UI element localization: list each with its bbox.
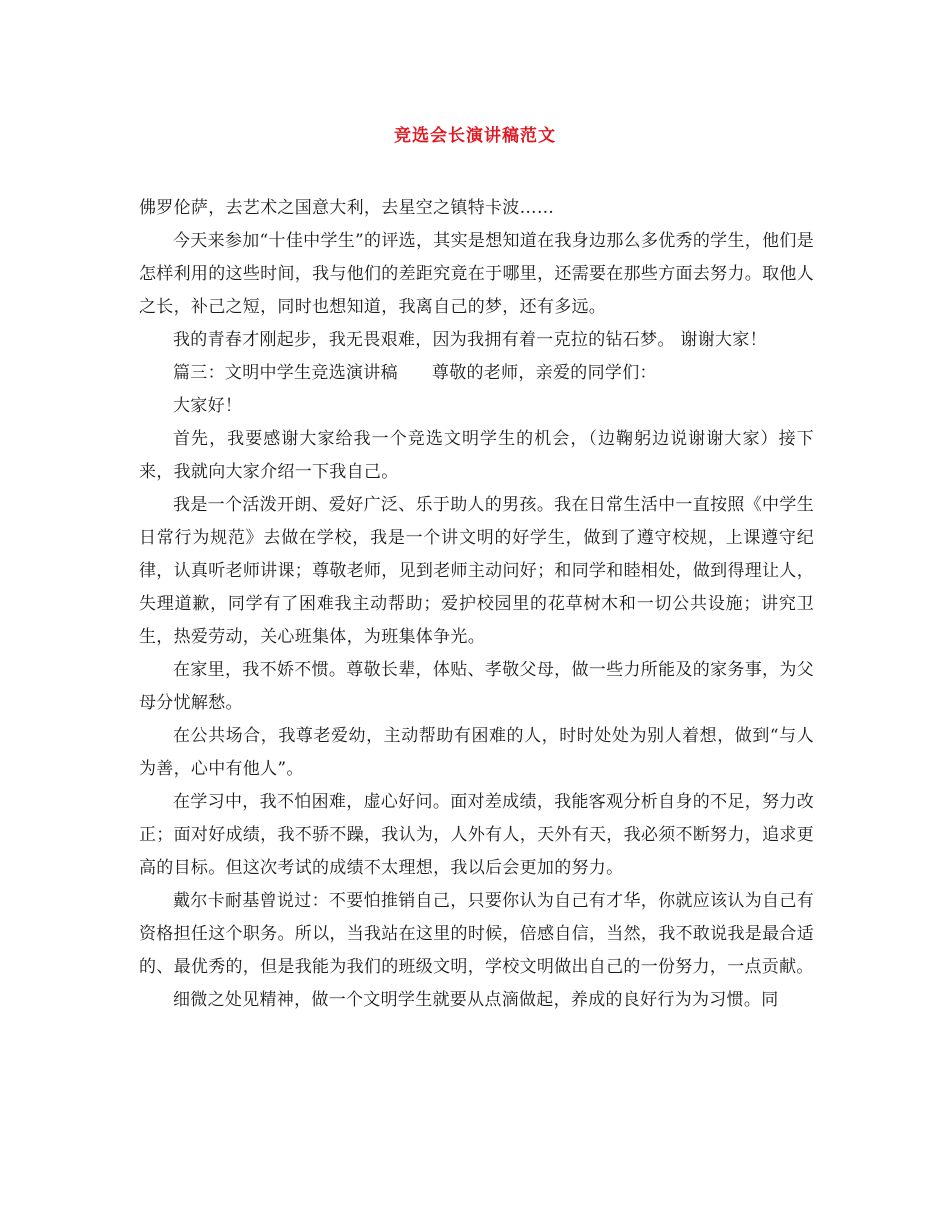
paragraph: 今天来参加“十佳中学生”的评选，其实是想知道在我身边那么多优秀的学生，他们是怎样利用的这些时间，我与他们的差距究竟在于哪里，还需要在那些方面去努力。取他人之长，补己之短，同时也想知道，我离自己的梦，还有多远。 xyxy=(139,231,814,317)
paragraph-section-heading xyxy=(139,357,814,390)
paragraph: 戴尔卡耐基曾说过：不要怕推销自己，只要你认为自己有才华，你就应该认为自己有资格担任这个职务。所以，当我站在这里的时候，倍感自信，当然，我不敢说我是最合适的、最优秀的，但是我能为我们的班级文明，学校文明做出自己的一份努力，一点贡献。 xyxy=(139,891,814,977)
document-title: 竞选会长演讲稿范文 xyxy=(394,126,556,146)
paragraph: 细微之处见精神，做一个文明学生就要从点滴做起，养成的良好行为为习惯。同 xyxy=(173,990,779,1010)
paragraph: 首先，我要感谢大家给我一个竞选文明学生的机会，（边鞠躬边说谢谢大家）接下来，我就向大家介绍一下我自己。 xyxy=(139,429,814,482)
paragraph: 我是一个活泼开朗、爱好广泛、乐于助人的男孩。我在日常生活中一直按照《中学生日常行为规范》去做在学校，我是一个讲文明的好学生，做到了遵守校规，上课遵守纪律，认真听老师讲课；尊敬老师，见到老师主动问好；和同学和睦相处，做到得理让人，失理道歉，同学有了困难我主动帮助；爱护校园里的花草树木和一切公共设施；讲究卫生，热爱劳动，关心班集体，为班集体争光。 xyxy=(139,495,814,647)
paragraph: 大家好！ xyxy=(173,396,243,416)
salutation: 尊敬的老师，亲爱的同学们： xyxy=(431,363,657,383)
paragraph: 佛罗伦萨，去艺术之国意大利，去星空之镇特卡波…… xyxy=(139,198,555,218)
document-body xyxy=(139,192,814,1017)
paragraph: 在家里，我不娇不惯。尊敬长辈，体贴、孝敬父母，做一些力所能及的家务事，为父母分忧解愁。 xyxy=(139,660,814,713)
paragraph: 我的青春才刚起步，我无畏艰难，因为我拥有着一克拉的钻石梦。 谢谢大家！ xyxy=(173,330,767,350)
paragraph: 在学习中，我不怕困难，虚心好问。面对差成绩，我能客观分析自身的不足，努力改正；面对好成绩，我不骄不躁，我认为，人外有人，天外有天，我必须不断努力，追求更高的目标。但这次考试的成绩不太理想，我以后会更加的努力。 xyxy=(139,792,814,878)
section-heading: 篇三：文明中学生竞选演讲稿 xyxy=(173,363,398,383)
paragraph: 在公共场合，我尊老爱幼，主动帮助有困难的人，时时处处为别人着想，做到“与人为善，心中有他人”。 xyxy=(139,726,814,779)
